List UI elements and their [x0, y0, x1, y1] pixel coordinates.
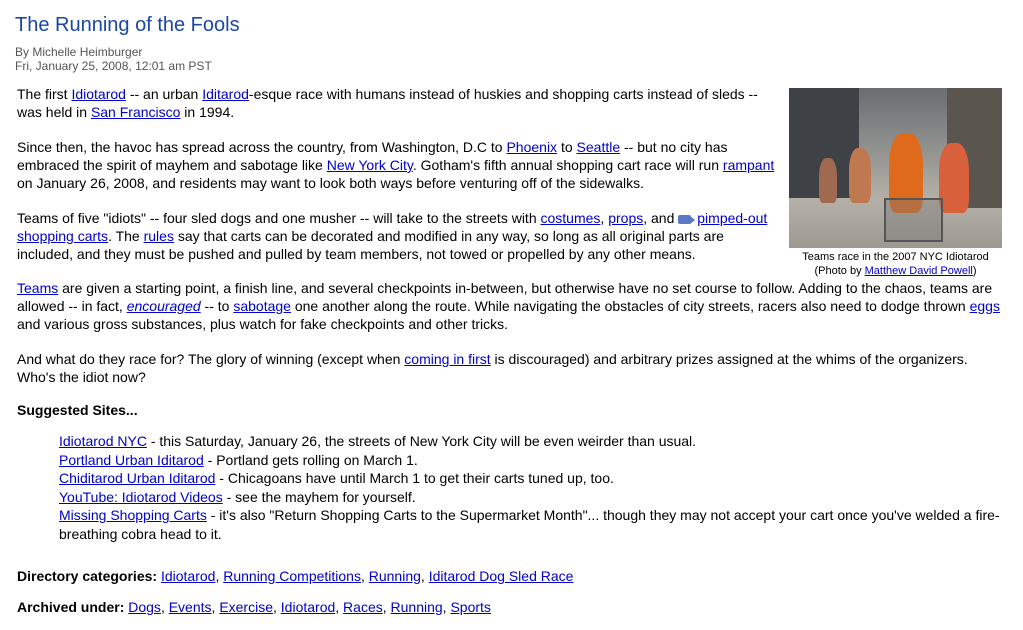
link-costumes[interactable]: costumes [540, 210, 601, 226]
link-props[interactable]: props [608, 210, 644, 226]
paragraph-3 [17, 209, 777, 263]
text: - it's also "Return Shopping Carts to the Supermarket Month"... though they may not accept your cart once you've welded a fire-breathing cobra head to it. [59, 507, 1000, 542]
link-chiditarod[interactable]: Chiditarod Urban Iditarod [59, 470, 216, 486]
photo-runner [939, 143, 969, 213]
link-archive[interactable]: Idiotarod [280, 599, 336, 615]
text: -- but no city has embraced the spirit of mayhem and sabotage like [17, 139, 728, 173]
publish-date: Fri, January 25, 2008, 12:01 am PST [15, 59, 212, 73]
paragraph-1 [17, 85, 777, 121]
link-archive[interactable]: Exercise [219, 599, 273, 615]
text: say that carts can be decorated and modified in any way, so long as all original parts are included, and they must be pushed and pulled by team members, not towed or propelled by any other means. [17, 228, 724, 262]
text: -- an urban [125, 86, 203, 102]
text: one another along the route. While navigating the obstacles of city streets, racers also need to dodge thrown [290, 298, 970, 314]
text: The first [17, 86, 72, 102]
link-archive[interactable]: Sports [450, 599, 491, 615]
text: (Photo by [814, 265, 865, 277]
photo-caption [789, 250, 1002, 278]
photo-runner [819, 158, 837, 203]
link-category[interactable]: Idiotarod [160, 568, 216, 584]
text: - Chicagoans have until March 1 to get their carts tuned up, too. [215, 470, 614, 486]
text: - Portland gets rolling on March 1. [203, 451, 418, 468]
photo-credit [789, 264, 1002, 278]
text: - this Saturday, January 26, the streets of New York City will be even weirder than usual. [146, 433, 697, 449]
archived-label: Archived under: [17, 599, 125, 615]
paragraph-4 [17, 279, 1007, 333]
list-item [59, 488, 1009, 507]
text: encouraged [126, 298, 201, 314]
text: and various gross substances, plus watch for fake checkpoints and other tricks. [17, 316, 509, 332]
text: , [600, 210, 609, 226]
link-teams[interactable]: Teams [17, 280, 59, 296]
text: . The [108, 228, 144, 244]
link-youtube-idiotarod-videos[interactable]: YouTube: Idiotarod Videos [59, 488, 223, 505]
link-rampant[interactable]: rampant [722, 157, 775, 173]
race-photo [789, 88, 1002, 248]
list-item [59, 451, 1009, 470]
byline [15, 45, 212, 73]
link-archive[interactable]: Races [343, 599, 383, 615]
text: -- to [200, 298, 234, 314]
link-pimped-out-shopping-carts[interactable]: pimped-out shopping carts [17, 210, 768, 244]
paragraph-2 [17, 138, 777, 192]
paragraph-5 [17, 350, 1007, 386]
link-category[interactable]: Iditarod Dog Sled Race [428, 568, 574, 584]
text: And what do they race for? The glory of winning (except when [17, 351, 405, 367]
text: is discouraged) and arbitrary prizes assigned at the whims of the organizers. Who's the idiot now? [17, 351, 968, 385]
caption-text: Teams race in the 2007 NYC Idiotarod [802, 251, 989, 263]
text: , and [643, 210, 679, 226]
directory-label: Directory categories: [17, 568, 158, 584]
photo-shopping-cart [884, 198, 943, 242]
link-archive[interactable]: Running [390, 599, 443, 615]
text: Teams of five "idiots" -- four sled dogs and one musher -- will take to the streets with [17, 210, 541, 226]
suggested-sites-heading: Suggested Sites... [17, 402, 138, 418]
text: to [557, 139, 577, 155]
text: are given a starting point, a finish line, and several checkpoints in-between, but otherwise have no set course to follow. Adding to the chaos, teams are allowed -- in fact, [17, 280, 993, 314]
link-eggs[interactable]: eggs [969, 298, 1000, 314]
link-new-york-city[interactable]: New York City [326, 157, 413, 173]
link-seattle[interactable]: Seattle [576, 139, 621, 155]
link-idiotarod-nyc[interactable]: Idiotarod NYC [59, 433, 147, 449]
suggested-sites-list [59, 432, 1009, 543]
link-archive[interactable]: Dogs [128, 599, 161, 615]
text: ) [972, 265, 977, 277]
link-category[interactable]: Running [368, 568, 421, 584]
list-item [59, 469, 1009, 488]
link-phoenix[interactable]: Phoenix [506, 139, 558, 155]
list-item [59, 506, 1009, 543]
link-archive[interactable]: Events [168, 599, 212, 615]
link-san-francisco[interactable]: San Francisco [90, 104, 181, 120]
text: Since then, the havoc has spread across the country, from Washington, D.C to [17, 139, 507, 155]
text: -esque race with humans instead of huskies and shopping carts instead of sleds -- was held in [17, 86, 758, 120]
page-title: The Running of the Fools [15, 14, 240, 36]
link-rules[interactable]: rules [143, 228, 174, 244]
list-item [59, 432, 1009, 451]
link-missing-shopping-carts[interactable]: Missing Shopping Carts [59, 507, 207, 523]
link-iditarod[interactable]: Iditarod [202, 86, 249, 102]
directory-categories: Directory categories: Idiotarod, Running Competitions, Running, Iditarod Dog Sled Race [17, 568, 574, 584]
link-matthew-david-powell[interactable]: Matthew David Powell [864, 265, 973, 277]
video-camera-icon[interactable] [678, 215, 691, 224]
text: on January 26, 2008, and residents may want to look both ways before venturing off of the sidewalks. [17, 175, 645, 191]
archived-under: Archived under: Dogs, Events, Exercise, Idiotarod, Races, Running, Sports [17, 599, 491, 615]
text: - see the mayhem for yourself. [222, 488, 416, 505]
link-encouraged[interactable] [127, 298, 201, 314]
link-coming-in-first[interactable]: coming in first [404, 351, 491, 367]
text: in 1994. [180, 104, 235, 120]
link-category[interactable]: Running Competitions [223, 568, 361, 584]
photo-runner [849, 148, 871, 203]
link-idiotarod[interactable]: Idiotarod [71, 86, 126, 102]
author: By Michelle Heimburger [15, 45, 143, 59]
text: . Gotham's fifth annual shopping cart race will run [412, 157, 723, 173]
link-sabotage[interactable]: sabotage [233, 298, 291, 314]
link-portland-urban-iditarod[interactable]: Portland Urban Iditarod [59, 451, 204, 468]
